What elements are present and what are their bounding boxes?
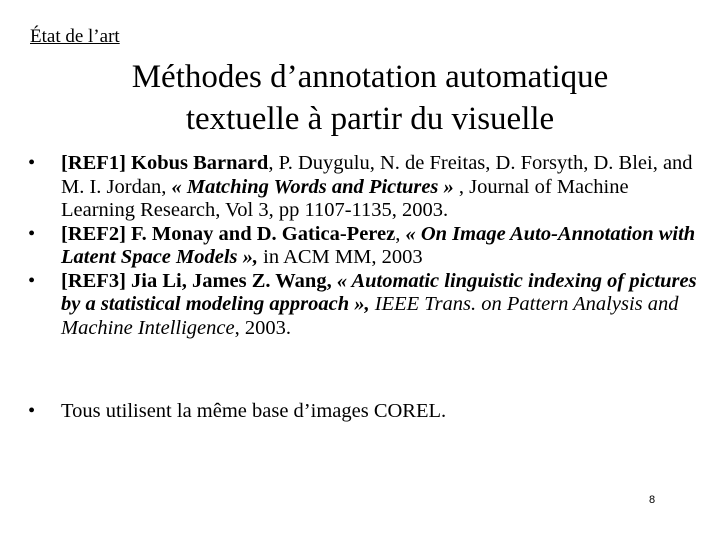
note-item	[28, 400, 698, 424]
slide-title-line-1: Méthodes d’annotation automatique	[131, 59, 609, 95]
bullet-icon: •	[28, 152, 36, 174]
reference-2-separator: ,	[395, 222, 406, 245]
reference-2-venue: in ACM MM, 2003	[258, 246, 423, 268]
reference-item-2	[28, 223, 698, 270]
slide-title-line-2: textuelle à partir du visuelle	[185, 101, 555, 137]
note-text: Tous utilisent la même base d’images COREL.	[61, 400, 447, 422]
reference-3-title: « Automatic linguistic indexing of pictures by a statistical modeling approach »,	[61, 269, 697, 315]
reference-item-3	[28, 270, 698, 341]
reference-list	[28, 152, 698, 424]
reference-2-title: « On Image Auto-Annotation with Latent Space Models »,	[61, 222, 696, 268]
reference-item-1	[28, 152, 698, 223]
reference-3-year: , 2003.	[234, 316, 291, 339]
section-link[interactable]: État de l’art	[30, 26, 120, 47]
reference-2-id: [REF2] F. Monay and D. Gatica-Perez	[61, 222, 396, 245]
slide-title	[40, 56, 700, 140]
reference-3-venue: IEEE Trans. on Pattern Analysis and Machine Intelligence	[61, 293, 679, 339]
reference-1-title: « Matching Words and Pictures »	[171, 175, 459, 198]
reference-1-venue: , Journal of Machine Learning Research, Vol 3, pp 1107-1135, 2003.	[61, 175, 629, 221]
bullet-icon: •	[28, 400, 36, 422]
page-number: 8	[649, 494, 656, 506]
reference-1-authors: , P. Duygulu, N. de Freitas, D. Forsyth, D. Blei, and M. I. Jordan,	[61, 152, 693, 198]
bullet-icon: •	[28, 222, 36, 245]
reference-1-id: [REF1] Kobus Barnard	[61, 152, 269, 174]
reference-3-id: [REF3] Jia Li, James Z. Wang,	[61, 269, 337, 292]
bullet-icon: •	[28, 269, 36, 292]
